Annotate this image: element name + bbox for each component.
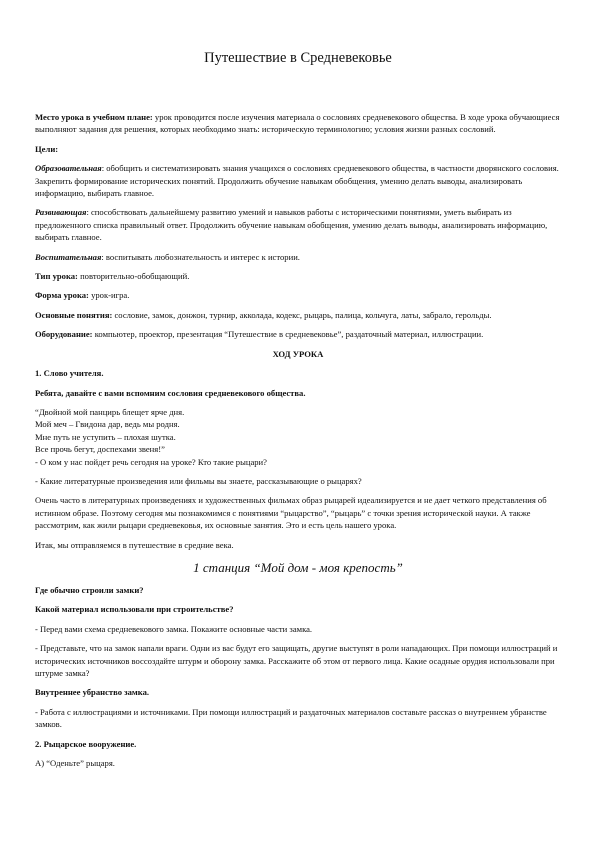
poem-line: Все прочь бегут, доспехами звеня!”	[35, 444, 165, 455]
lesson-form	[35, 289, 561, 301]
course-heading: ХОД УРОКА	[272, 348, 324, 359]
paragraph-journey: Итак, мы отправляемся в путешествие в средние века.	[35, 539, 234, 550]
educational-label: Образовательная	[35, 163, 102, 174]
equipment-paragraph	[35, 328, 561, 340]
developing-text: : способствовать дальнейшему развитию умений и навыков работы с историческими понятиями, уметь выбирать из предложенного списка правильный ответ. Продолжить обучение навыкам обобщения, умению делать выводы, анализировать информацию, выбирать главное.	[35, 207, 548, 243]
paragraph-often: Очень часто в литературных произведениях и художественных фильмах образ рыцарей идеализируется и не дает четкого представления об истинном образе. Поэтому сегодня мы познакомимся с понятиями “рыцарство”, “рыцарь” с точки зрения исторической науки. А также рассмотрим, как жили рыцари средневековья, их основные занятия. Это и есть цель нашего урока.	[35, 495, 547, 531]
lesson-form-label: Форма урока:	[35, 290, 89, 301]
developing-label: Развивающая	[35, 207, 87, 218]
upbringing-label: Воспитательная	[35, 251, 102, 262]
place-paragraph	[35, 111, 561, 136]
page-title: Путешествие в Средневековье	[204, 50, 392, 66]
developing-goal	[35, 206, 561, 243]
concepts-label: Основные понятия:	[35, 309, 113, 320]
upbringing-text: : воспитывать любознательность и интерес к истории.	[101, 251, 300, 262]
concepts-text: сословие, замок, донжон, турнир, акколада, кодекс, рыцарь, палица, кольчуга, латы, забрало, герольды.	[112, 309, 492, 320]
task-enemies: - Представьте, что на замок напали враги. Одни из вас будут его защищать, другие выступят в роли нападающих. При помощи иллюстраций и исторических источников воссоздайте штурм и оборону замка. Расскажите об этом от первого лица. Какие осадные орудия использовали при штурме замка?	[35, 643, 558, 678]
kids-intro: Ребята, давайте с вами вспомним сословия средневекового общества.	[35, 387, 306, 398]
dress-knight: А) “Оденьте” рыцаря.	[35, 758, 115, 769]
document-body	[35, 111, 561, 776]
question-where: Где обычно строили замки?	[35, 584, 144, 595]
educational-goal	[35, 162, 561, 199]
lesson-type-label: Тип урока:	[35, 271, 78, 282]
place-text: урок проводится после изучения материала о сословиях средневекового общества. В ходе урока обучающиеся выполняют задания для решения, которых необходимо знать: историческую терминологию; условия жизни разных сословий.	[35, 112, 560, 135]
concepts-paragraph	[35, 309, 561, 321]
poem-line: Мне путь не уступить – плохая шутка.	[35, 431, 176, 442]
lesson-type	[35, 270, 561, 282]
poem-line: “Двойной мой панцирь блещет ярче дня.	[35, 406, 185, 417]
task-interior: - Работа с иллюстрациями и источниками. При помощи иллюстраций и раздаточных материалов составьте рассказ о внутреннем убранстве замков.	[35, 706, 547, 730]
poem	[35, 406, 561, 468]
question-literature: - Какие литературные произведения или фильмы вы знаете, рассказывающие о рыцарях?	[35, 475, 362, 486]
lesson-type-text: повторительно-обобщающий.	[77, 271, 190, 282]
task-scheme: - Перед вами схема средневекового замка. Покажите основные части замка.	[35, 623, 313, 634]
teacher-word-heading: 1. Слово учителя.	[35, 368, 104, 379]
equipment-label: Оборудование:	[35, 329, 93, 340]
lesson-form-text: урок-игра.	[88, 290, 130, 301]
goals-heading: Цели:	[35, 143, 59, 154]
question-material: Какой материал использовали при строительстве?	[35, 604, 234, 615]
poem-question: - О ком у нас пойдет речь сегодня на уроке? Кто такие рыцари?	[35, 456, 267, 467]
equipment-text: компьютер, проектор, презентация “Путешествие в средневековье”, раздаточный материал, иллюстрации.	[92, 329, 484, 340]
interior-heading: Внутреннее убранство замка.	[35, 687, 150, 698]
place-label: Место урока в учебном плане:	[35, 112, 153, 122]
poem-line: Мой меч – Гвидона дар, ведь мы родня.	[35, 419, 180, 430]
educational-text: : обобщить и систематизировать знания учащихся о сословиях средневекового общества, в частности дворянского сословия. Закрепить формирование исторических понятий. Продолжить обучение навыкам обобщения, умению делать выводы, анализировать информацию, выбирать главное.	[35, 163, 559, 199]
upbringing-goal	[35, 251, 561, 263]
station-heading: 1 станция “Мой дом - моя крепость”	[193, 559, 403, 575]
armament-heading: 2. Рыцарское вооружение.	[35, 738, 137, 749]
